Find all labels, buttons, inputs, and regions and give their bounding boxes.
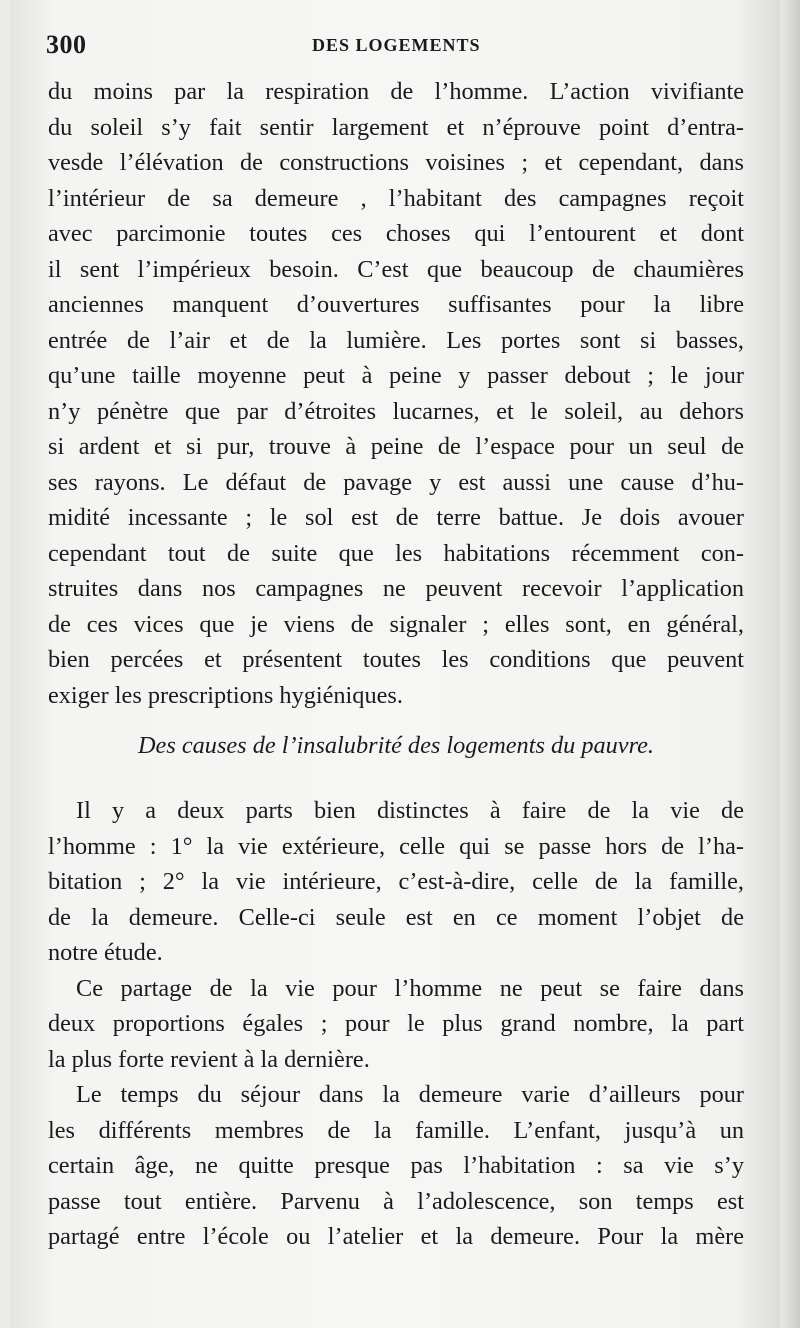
page-number: 300 bbox=[46, 30, 87, 59]
text-line: struites dans nos campagnes ne peuvent recevoir l’application bbox=[48, 575, 744, 602]
text-line: exiger les prescriptions hygiéniques. bbox=[48, 681, 403, 709]
text-line: partagé entre l’école ou l’atelier et la demeure. Pour la mère bbox=[48, 1223, 744, 1250]
text-line: n’y pénètre que par d’étroites lucarnes, et le soleil, au dehors bbox=[48, 397, 744, 425]
text-line: Le temps du séjour dans la demeure varie d’ailleurs pour bbox=[76, 1081, 744, 1108]
text-line: entrée de l’air et de la lumière. Les portes sont si basses, bbox=[48, 326, 744, 354]
text-line: Il y a deux parts bien distinctes à faire de la vie de bbox=[76, 797, 744, 824]
page-header bbox=[46, 30, 746, 66]
paragraph bbox=[48, 971, 744, 1078]
text-line: cependant tout de suite que les habitations récemment con- bbox=[48, 539, 744, 567]
text-line: du moins par la respiration de l’homme. L’action vivifiante bbox=[48, 78, 744, 105]
text-line: midité incessante ; le sol est de terre battue. Je dois avouer bbox=[48, 504, 744, 531]
text-line: bien percées et présentent toutes les conditions que peuvent bbox=[48, 646, 744, 673]
text-line: de la demeure. Celle-ci seule est en ce moment l’objet de bbox=[48, 903, 744, 931]
text-line: les différents membres de la famille. L’enfant, jusqu’à un bbox=[48, 1116, 744, 1144]
text-line: vesde l’élévation de constructions voisines ; et cependant, dans bbox=[48, 149, 744, 176]
section-heading: Des causes de l’insalubrité des logements du pauvre. bbox=[138, 732, 654, 759]
text-line: anciennes manquent d’ouvertures suffisantes pour la libre bbox=[48, 291, 744, 318]
text-line: il sent l’impérieux besoin. C’est que beaucoup de chaumières bbox=[48, 255, 744, 283]
paragraph bbox=[48, 74, 744, 713]
text-line: notre étude. bbox=[48, 939, 163, 966]
running-head: DES LOGEMENTS bbox=[312, 35, 481, 55]
text-line: si ardent et si pur, trouve à peine de l’espace pour un seul de bbox=[48, 433, 744, 460]
text-line: du soleil s’y fait sentir largement et n’éprouve point d’entra- bbox=[48, 113, 744, 141]
text-line: ses rayons. Le défaut de pavage y est aussi une cause d’hu- bbox=[48, 468, 744, 496]
text-line: certain âge, ne quitte presque pas l’habitation : sa vie s’y bbox=[48, 1152, 744, 1179]
text-line: de ces vices que je viens de signaler ; elles sont, en général, bbox=[48, 610, 744, 638]
page-edge bbox=[780, 0, 800, 1328]
paragraph bbox=[48, 1077, 744, 1255]
body-text bbox=[48, 74, 744, 1255]
text-line: la plus forte revient à la dernière. bbox=[48, 1045, 370, 1073]
text-line: bitation ; 2° la vie intérieure, c’est-à-dire, celle de la famille, bbox=[48, 868, 744, 895]
text-line: passe tout entière. Parvenu à l’adolescence, son temps est bbox=[48, 1187, 744, 1215]
text-line: l’homme : 1° la vie extérieure, celle qui se passe hors de l’ha- bbox=[48, 832, 744, 860]
text-line: avec parcimonie toutes ces choses qui l’entourent et dont bbox=[48, 220, 744, 247]
paragraph bbox=[48, 793, 744, 971]
text-line: l’intérieur de sa demeure , l’habitant des campagnes reçoit bbox=[48, 184, 744, 212]
text-line: deux proportions égales ; pour le plus grand nombre, la part bbox=[48, 1010, 744, 1037]
text-line: Ce partage de la vie pour l’homme ne peut se faire dans bbox=[76, 974, 744, 1002]
spacer bbox=[48, 773, 744, 793]
text-line: qu’une taille moyenne peut à peine y passer debout ; le jour bbox=[48, 362, 744, 389]
